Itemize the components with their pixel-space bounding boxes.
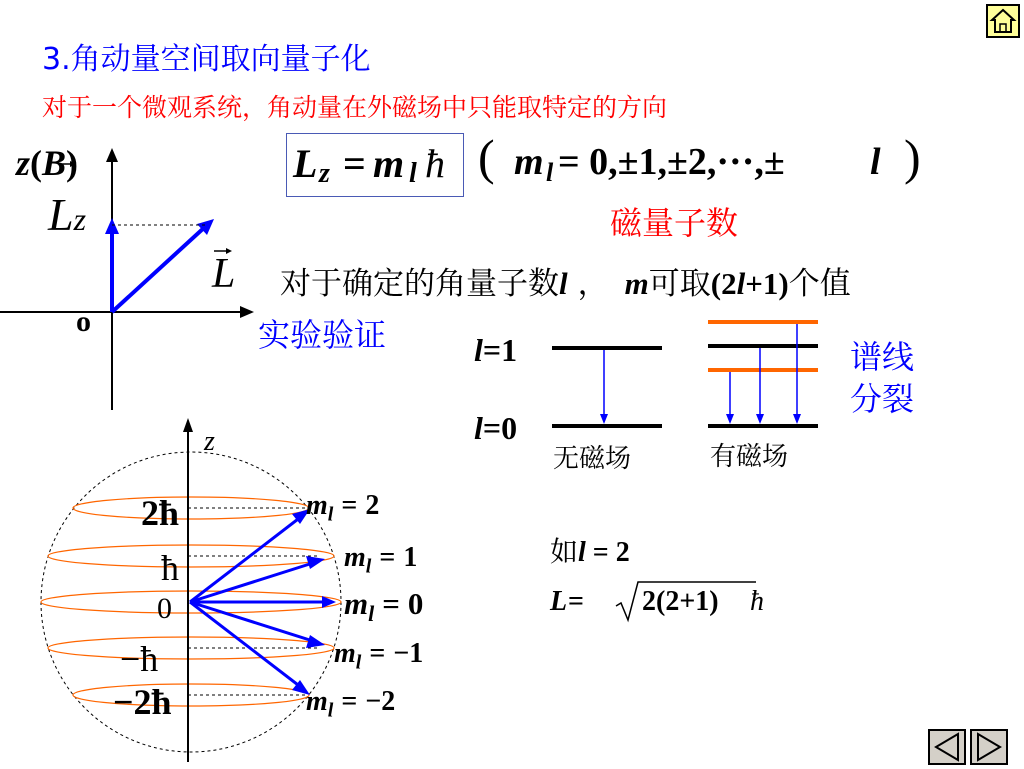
statement-part3: 个值	[788, 266, 851, 302]
range-close-paren: )	[904, 129, 921, 185]
energy-level-diagram	[540, 310, 840, 440]
level-label-hbar: ħ	[161, 548, 179, 588]
next-slide-button[interactable]	[970, 729, 1008, 765]
statement-part1: 对于确定的角量子数	[280, 266, 559, 302]
statement-paren: (2	[710, 266, 737, 301]
statement-l2: l	[736, 266, 746, 301]
level-l0-l: l	[474, 410, 483, 446]
ml-label-minus1-eq: =	[369, 638, 386, 669]
range-formula	[478, 129, 938, 196]
ml-label-minus1-m: m	[334, 638, 356, 669]
ml-label-1-val: 1	[403, 542, 418, 573]
example-L-eq: =	[568, 586, 584, 617]
level-l0-value: =0	[482, 410, 518, 446]
Lz-label	[48, 188, 86, 241]
statement-text	[280, 258, 851, 303]
level-label-0: 0	[157, 592, 172, 625]
next-arrow-icon	[970, 729, 1008, 765]
ml-label-2-val: 2	[365, 490, 380, 521]
ml-label-2-l: l	[327, 503, 334, 526]
Lz-label-L: L	[48, 189, 74, 240]
no-field-label: 无磁场	[553, 444, 632, 474]
section-title: 角动量空间取向量子化	[70, 42, 371, 77]
boxed-formula	[286, 133, 464, 197]
Lz-label-z: z	[73, 201, 87, 237]
sphere-z-arrowhead	[183, 418, 193, 432]
splitting-line2: 分裂	[850, 380, 915, 418]
example-prefix: 如	[550, 535, 579, 568]
ml-label-1-l: l	[365, 555, 372, 578]
ml-label-minus2	[306, 686, 395, 723]
field-transition-3-arrowhead	[793, 414, 801, 424]
boxed-formula-m: m	[373, 141, 405, 186]
vector-ml-1	[190, 562, 316, 602]
ml-label-minus2-m: m	[306, 686, 328, 717]
level-l1-label	[474, 332, 517, 369]
example-L: L	[550, 586, 568, 617]
range-values: = 0,±1,±2,···,±	[558, 141, 785, 183]
experiment-label: 实验验证	[258, 316, 387, 354]
ml-label-2-m: m	[306, 490, 328, 521]
example-radicand: 2(2+1)	[642, 586, 719, 617]
vector-ml-1-arrowhead	[306, 556, 325, 569]
L-vector-label: L	[212, 251, 236, 297]
statement-m: m	[624, 266, 649, 301]
range-m: m	[514, 141, 544, 183]
boxed-formula-l: l	[409, 158, 417, 189]
B-field-label: B	[42, 143, 67, 183]
boxed-formula-z: z	[319, 158, 330, 189]
z-axis-label: z	[16, 143, 31, 183]
vector-ml-2	[190, 516, 302, 602]
x-axis-arrowhead	[240, 306, 254, 318]
boxed-formula-L: L	[293, 141, 318, 186]
L-vector	[112, 226, 206, 312]
magnetic-quantum-number-label: 磁量子数	[610, 204, 739, 242]
range-open-paren: (	[478, 129, 495, 185]
ml-label-minus1-val: −1	[393, 638, 424, 669]
range-m-sub-l: l	[546, 158, 554, 187]
statement-part2: 可取	[648, 266, 711, 302]
section-number: 3.	[42, 42, 71, 77]
ml-label-1	[344, 542, 417, 579]
home-icon	[986, 4, 1020, 38]
z-B-axis-label: z(B)	[16, 143, 79, 183]
ml-label-minus2-val: −2	[365, 686, 396, 717]
prev-arrow-icon	[928, 729, 966, 765]
ml-label-minus2-l: l	[327, 699, 334, 722]
space-quantization-sphere	[40, 412, 340, 762]
z-axis-arrowhead	[106, 148, 118, 162]
slide-subtitle: 对于一个微观系统，角动量在外磁场中只能取特定的方向	[42, 93, 668, 122]
ml-label-0-m: m	[344, 586, 369, 621]
level-l0-label	[474, 410, 517, 447]
field-transition-2-arrowhead	[756, 414, 764, 424]
example-hbar: ħ	[750, 586, 764, 617]
example-formula	[550, 580, 790, 624]
statement-sep: ，	[577, 266, 609, 302]
spectral-line-splitting-label	[850, 336, 914, 420]
ml-label-0	[344, 586, 423, 627]
field-transition-1-arrowhead	[726, 414, 734, 424]
vector-ml-minus2	[190, 602, 302, 688]
level-l1-value: =1	[482, 332, 518, 368]
level-l1-l: l	[474, 332, 483, 368]
previous-slide-button[interactable]	[928, 729, 966, 765]
vector-ml-minus1	[190, 602, 316, 642]
slide-title	[42, 34, 371, 78]
splitting-line1: 谱线	[850, 338, 915, 376]
boxed-formula-eq: =	[343, 141, 366, 186]
example-l: l	[578, 537, 586, 568]
level-label-minus-hbar: −ħ	[120, 639, 159, 679]
boxed-formula-hbar: ħ	[425, 141, 445, 186]
ml-label-0-val: 0	[407, 586, 424, 621]
ml-label-2	[306, 490, 379, 527]
ml-label-minus1	[334, 638, 423, 675]
ml-label-1-eq: =	[379, 542, 396, 573]
ml-label-1-m: m	[344, 542, 366, 573]
home-button[interactable]	[986, 4, 1020, 38]
origin-label: o	[76, 305, 91, 338]
ml-label-2-eq: =	[341, 490, 358, 521]
sphere-z-label: z	[204, 426, 215, 457]
ml-label-0-eq: =	[382, 586, 400, 621]
no-field-transition-arrowhead	[600, 414, 608, 424]
ml-label-minus1-l: l	[355, 651, 362, 674]
Lz-arrowhead	[105, 218, 119, 234]
level-label-2hbar: 2ħ	[141, 493, 180, 533]
ml-label-minus2-eq: =	[341, 686, 358, 717]
example-l-eq: = 2	[585, 537, 630, 568]
example-condition	[550, 530, 630, 570]
level-label-minus-2hbar: −2ħ	[113, 682, 172, 722]
statement-paren-end: +1)	[745, 266, 789, 301]
statement-l: l	[559, 266, 568, 301]
ml-label-0-l: l	[368, 601, 375, 627]
vector-ml-minus1-arrowhead	[306, 635, 325, 648]
with-field-label: 有磁场	[710, 442, 789, 472]
range-l-end: l	[870, 141, 881, 183]
